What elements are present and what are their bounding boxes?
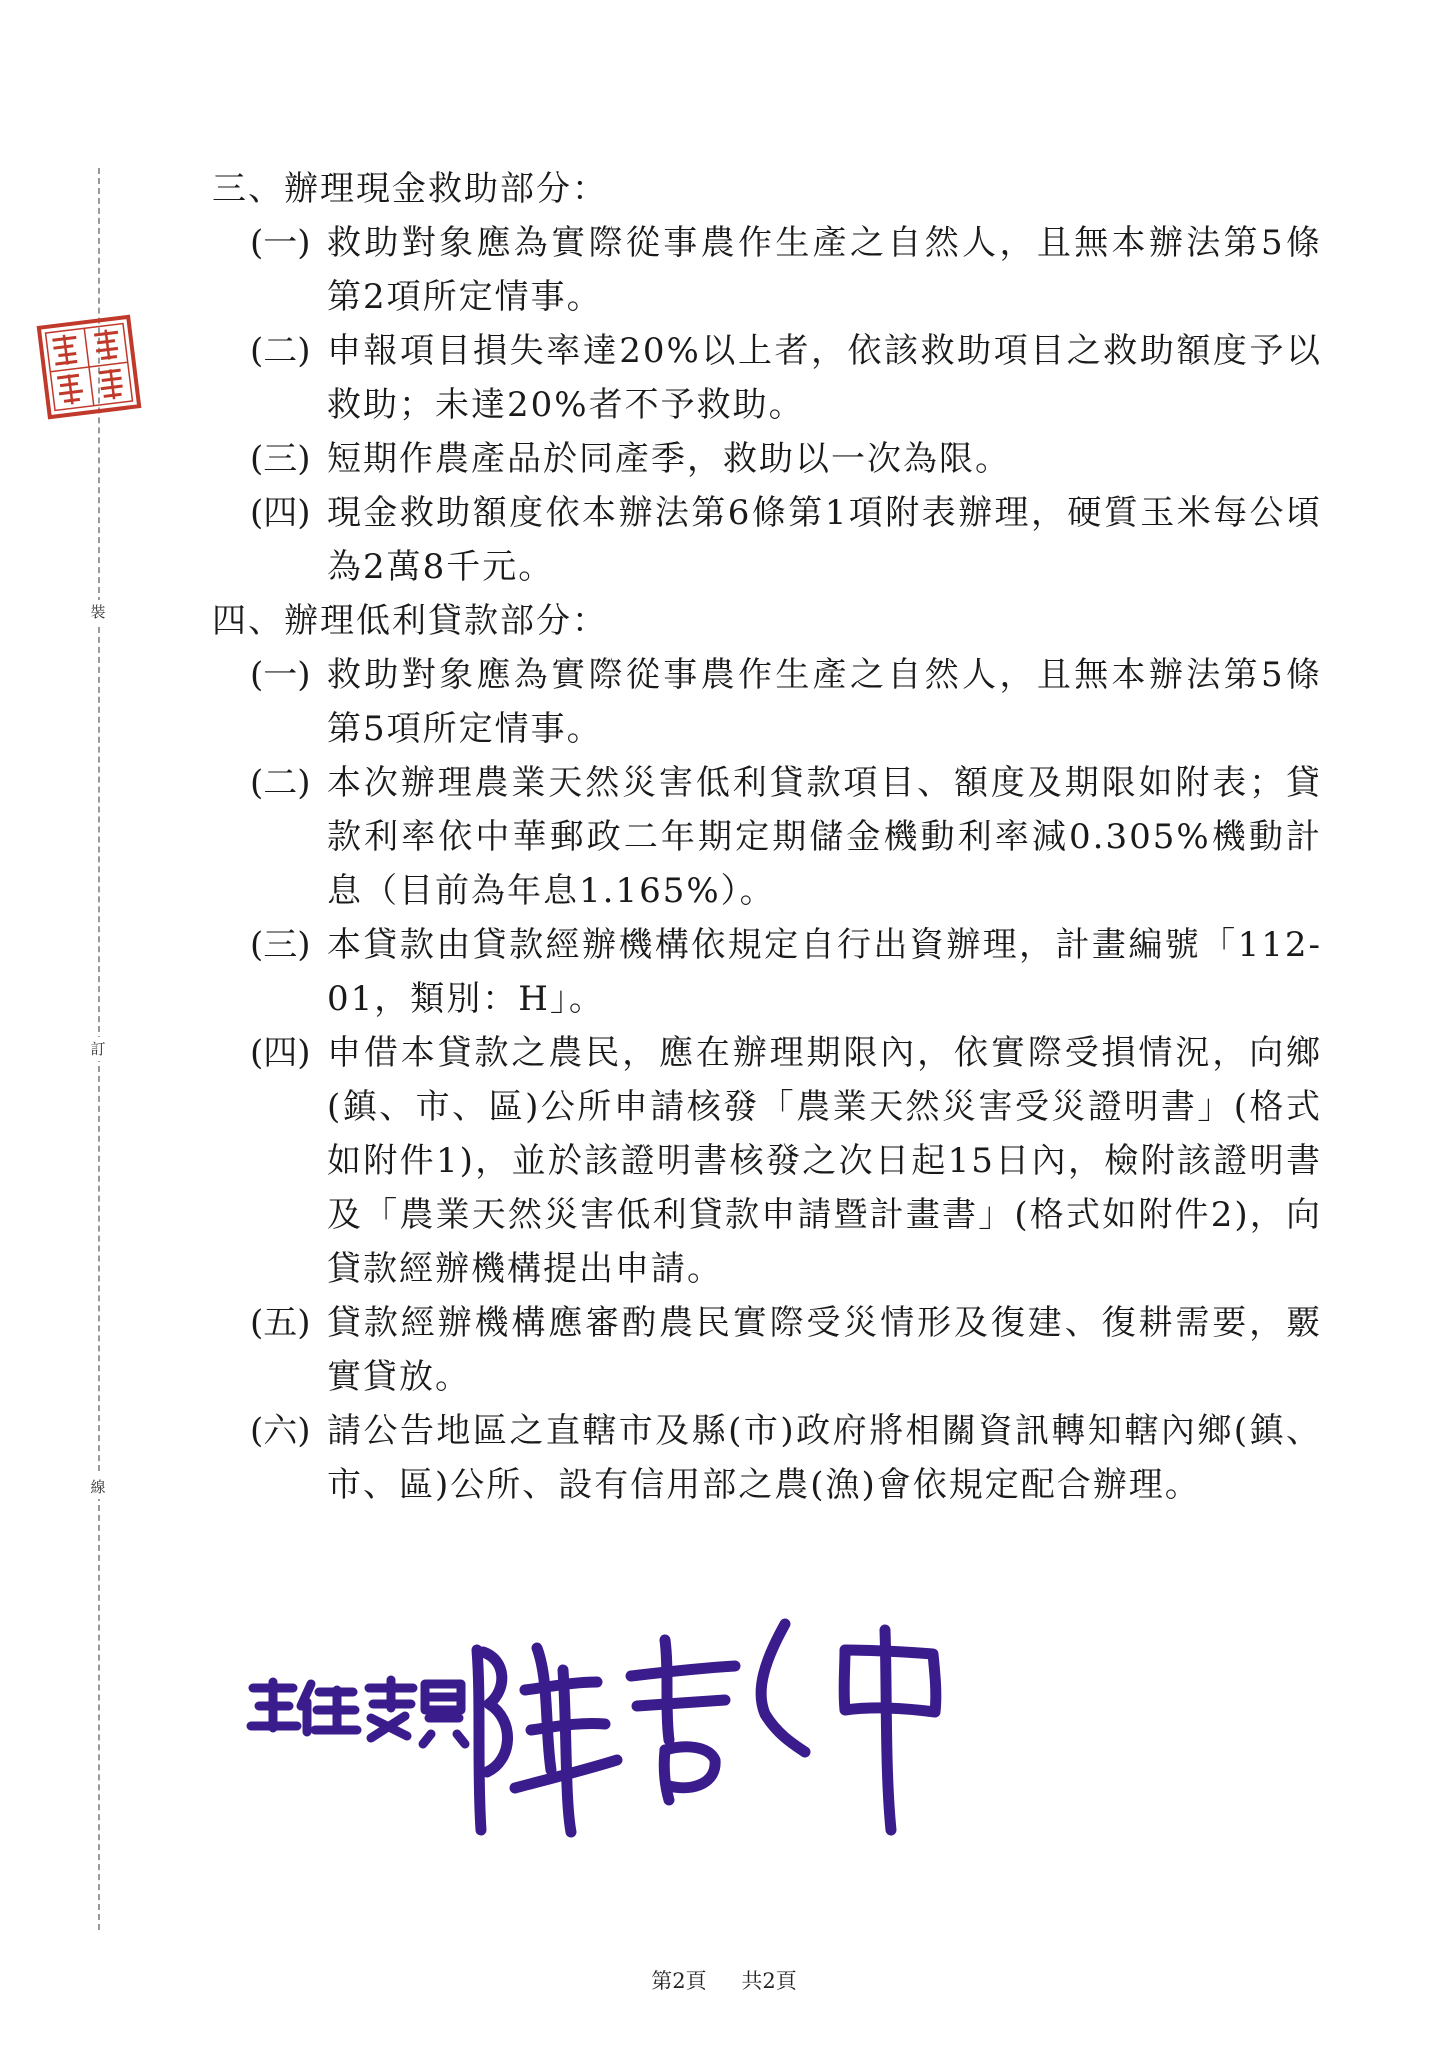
section-low-interest-loan [212,594,1322,1512]
signature-name-strokes [477,1624,936,1832]
list-item [212,324,1322,432]
signature-title-glyphs [251,1680,465,1744]
page-total: 共2頁 [741,1969,797,1993]
document-body [212,162,1322,1512]
item-number: (二) [250,763,311,803]
list-item [212,432,1322,486]
item-text: 本次辦理農業天然災害低利貸款項目、額度及期限如附表；貸款利率依中華郵政二年期定期儲金機動利率減0.305%機動計息（目前為年息1.165%）。 [327,763,1322,911]
item-number: (六) [250,1411,311,1451]
signature-block [245,1610,965,1840]
item-text: 短期作農產品於同產季，救助以一次為限。 [327,439,1011,479]
section-cash-relief [212,162,1322,594]
page-footer [0,1965,1448,1995]
list-item [212,1404,1322,1512]
binding-char-ding: 訂 [86,1037,110,1061]
list-item [212,1026,1322,1296]
item-number: (一) [250,655,311,695]
section-heading: 四、辦理低利貸款部分： [212,601,608,641]
item-text: 申報項目損失率達20%以上者，依該救助項目之救助額度予以救助；未達20%者不予救助。 [327,331,1322,425]
item-number: (三) [250,439,311,479]
item-text: 現金救助額度依本辦法第6條第1項附表辦理，硬質玉米每公頃為2萬8千元。 [327,493,1322,587]
item-number: (五) [250,1303,311,1343]
binding-char-xian: 線 [86,1475,110,1499]
item-text: 請公告地區之直轄市及縣(市)政府將相關資訊轉知轄內鄉(鎮、市、區)公所、設有信用部之農(漁)會依規定配合辦理。 [327,1411,1322,1505]
item-text: 申借本貸款之農民，應在辦理期限內，依實際受損情況，向鄉(鎮、市、區)公所申請核發「農業天然災害受災證明書」(格式如附件1)，並於該證明書核發之次日起15日內，檢附該證明書及「農業天然災害低利貸款申請暨計畫書」(格式如附件2)，向貸款經辦機構提出申請。 [327,1033,1322,1289]
item-number: (一) [250,223,311,263]
item-number: (四) [250,493,311,533]
list-item [212,648,1322,756]
item-text: 救助對象應為實際從事農作生產之自然人，且無本辦法第5條第5項所定情事。 [327,655,1322,749]
item-number: (二) [250,331,311,371]
item-number: (四) [250,1033,311,1073]
official-seal-stamp [34,312,144,422]
item-text: 貸款經辦機構應審酌農民實際受災情形及復建、復耕需要，覈實貸放。 [327,1303,1322,1397]
list-item [212,486,1322,594]
item-number: (三) [250,925,311,965]
list-item [212,756,1322,918]
item-text: 本貸款由貸款經辦機構依規定自行出資辦理，計畫編號「112-01，類別：H」。 [327,925,1322,1019]
list-item [212,216,1322,324]
list-item [212,1296,1322,1404]
list-item [212,918,1322,1026]
section-heading: 三、辦理現金救助部分： [212,169,608,209]
item-text: 救助對象應為實際從事農作生產之自然人，且無本辦法第5條第2項所定情事。 [327,223,1322,317]
binding-char-zhuang: 裝 [86,600,110,624]
page-number: 第2頁 [651,1969,707,1993]
